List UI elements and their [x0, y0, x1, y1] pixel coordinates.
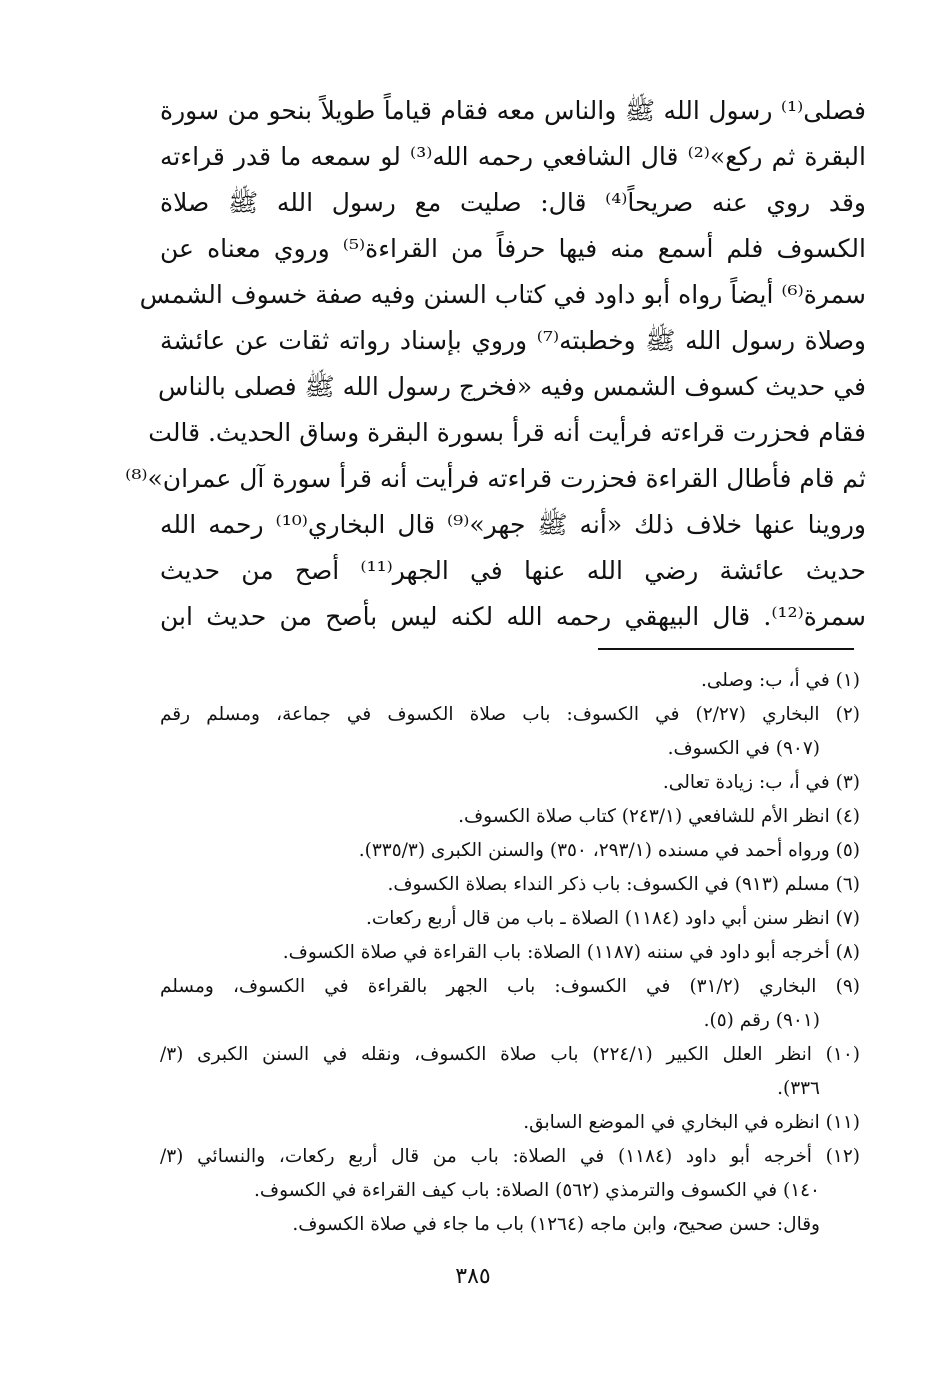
text-line: سمرة⁽⁶⁾ أيضاً رواه أبو داود في كتاب السنن وفيه صفة خسوف الشمس: [139, 280, 866, 309]
footnote-line: (٣) في أ، ب: زيادة تعالى.: [662, 772, 860, 793]
footnote-line: ٣٣٦).: [777, 1078, 820, 1099]
text-line: حديث عائشة رضي الله عنها في الجهر⁽¹¹⁾ أصح من حديث: [160, 556, 867, 585]
main-text: [125, 88, 867, 640]
text-line: فقام فحزرت قراءته فرأيت أنه قرأ بسورة البقرة وساق الحديث. قالت: [148, 418, 866, 447]
text-line: في حديث كسوف الشمس وفيه «فخرج رسول الله ﷺ فصلى بالناس: [157, 372, 866, 401]
text-line: فصلى⁽¹⁾ رسول الله ﷺ والناس معه فقام قياماً طويلاً بنحو من سورة: [160, 96, 866, 125]
footnote-line: (٨) أخرجه أبو داود في سننه (١١٨٧) الصلاة: باب القراءة في صلاة الكسوف.: [282, 942, 860, 963]
text-line: وقد روي عنه صريحاً⁽⁴⁾ قال: صليت مع رسول الله ﷺ صلاة: [160, 188, 866, 217]
footnote-line: (٧) انظر سنن أبي داود (١١٨٤) الصلاة ـ باب من قال أربع ركعات.: [366, 908, 860, 929]
footnotes: [160, 664, 860, 1242]
text-line: الكسوف فلم أسمع منه فيها حرفاً من القراءة⁽⁵⁾ وروي معناه عن: [160, 234, 866, 263]
footnote-line: (٦) مسلم (٩١٣) في الكسوف: باب ذكر النداء بصلاة الكسوف.: [387, 874, 860, 895]
footnote-line: (٢) البخاري (٢/٢٧) في الكسوف: باب صلاة الكسوف في جماعة، ومسلم رقم: [160, 704, 860, 725]
footnote-line: (٥) ورواه أحمد في مسنده (٢٩٣/١، ٣٥٠) والسنن الكبرى (٣٣٥/٣).: [358, 840, 860, 861]
footnote-line: (١) في أ، ب: وصلى.: [701, 670, 860, 691]
text-line: وصلاة رسول الله ﷺ وخطبته⁽⁷⁾ وروي بإسناد رواته ثقات عن عائشة: [160, 326, 866, 355]
footnote-separator: [598, 648, 854, 650]
footnote-line: (٩) البخاري (٣١/٢) في الكسوف: باب الجهر بالقراءة في الكسوف، ومسلم: [160, 976, 860, 997]
footnote-line: ١٤٠) في الكسوف والترمذي (٥٦٢) الصلاة: باب كيف القراءة في الكسوف.: [254, 1180, 820, 1201]
text-line: ثم قام فأطال القراءة فحزرت قراءته فرأيت أنه قرأ سورة آل عمران»⁽⁸⁾: [125, 464, 866, 493]
text-line: البقرة ثم ركع»⁽²⁾ قال الشافعي رحمه الله⁽³⁾ لو سمعه ما قدر قراءته: [160, 142, 866, 171]
text-line: وروينا عنها خلاف ذلك «أنه ﷺ جهر»⁽⁹⁾ قال البخاري⁽¹⁰⁾ رحمه الله: [160, 510, 866, 539]
footnote-line: (١٠) انظر العلل الكبير (٢٢٤/١) باب صلاة الكسوف، ونقله في السنن الكبرى (٣/: [160, 1044, 860, 1065]
footnote-line: (٩٠١) رقم (٥).: [703, 1010, 820, 1031]
footnote-line: (٩٠٧) في الكسوف.: [667, 738, 820, 759]
footnote-line: (١٢) أخرجه أبو داود (١١٨٤) في الصلاة: باب من قال أربع ركعات، والنسائي (٣/: [160, 1146, 860, 1167]
footnote-line: (٤) انظر الأم للشافعي (٢٤٣/١) كتاب صلاة الكسوف.: [458, 806, 860, 827]
text-line: سمرة⁽¹²⁾. قال البيهقي رحمه الله لكنه ليس بأصح من حديث ابن: [160, 602, 866, 631]
footnote-line: (١١) انظره في البخاري في الموضع السابق.: [523, 1112, 860, 1133]
footnote-line: وقال: حسن صحيح، وابن ماجه (١٢٦٤) باب ما جاء في صلاة الكسوف.: [292, 1214, 820, 1235]
page-number: ٣٨٥: [455, 1264, 491, 1289]
